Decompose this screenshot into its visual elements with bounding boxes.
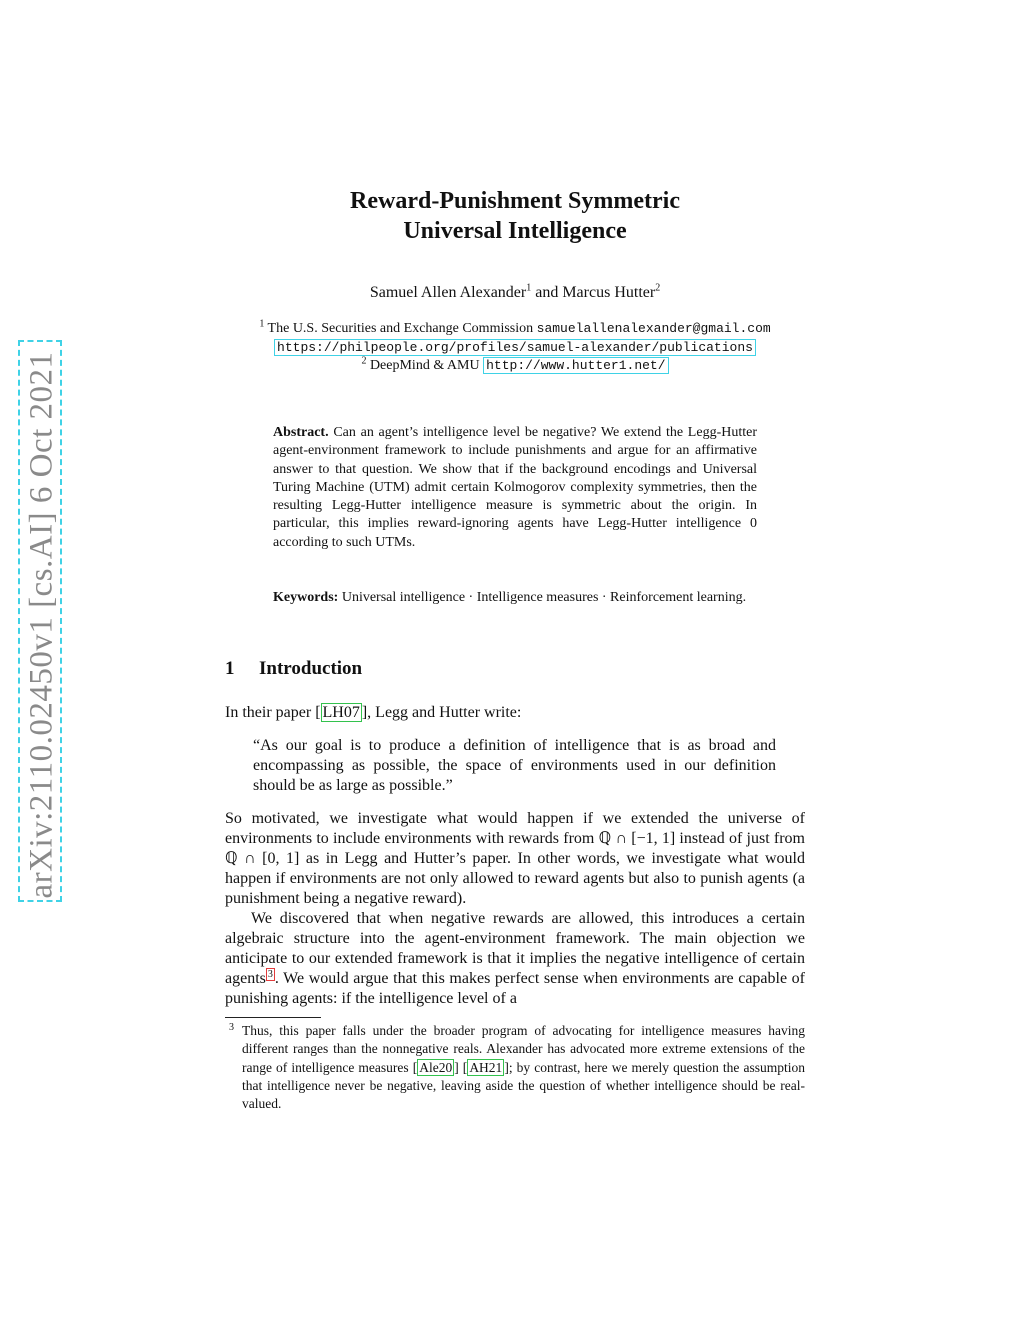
- arxiv-identifier[interactable]: arXiv:2110.02450v1 [cs.AI] 6 Oct 2021: [23, 351, 60, 899]
- footnote-rule: [225, 1017, 321, 1018]
- author-affiliation-mark: 2: [655, 282, 661, 294]
- citation-link[interactable]: AH21: [469, 1059, 503, 1075]
- author-name: Marcus Hutter: [562, 284, 656, 301]
- citation-link[interactable]: LH07: [322, 704, 360, 721]
- section-number: 1: [225, 658, 235, 679]
- title-line-1: Reward-Punishment Symmetric: [350, 188, 680, 214]
- affiliation-org: The U.S. Securities and Exchange Commission: [264, 321, 537, 336]
- paragraph: In their paper [ LH07 ], Legg and Hutter write:: [225, 704, 522, 721]
- section-heading: [225, 658, 362, 680]
- abstract-label: Abstract.: [273, 425, 329, 440]
- citation-link[interactable]: Ale20: [419, 1059, 453, 1075]
- author-email[interactable]: samuelallenalexander@gmail.com: [536, 321, 771, 336]
- paragraph: So motivated, we investigate what would happen if we extended the universe of environments to include environments with rewards from ℚ ∩ [−1, 1] instead of just from ℚ ∩ [0, 1] as in Legg and Hutter’s paper. In other words, we investigate what would happen if environments are not only allowed to reward agents but also to punish agents (a punishment being a negative reward).: [225, 810, 805, 907]
- paragraph-text: In their paper: [225, 704, 316, 721]
- homepage-link[interactable]: http://www.hutter1.net/: [483, 357, 668, 374]
- paragraph-text: We discovered that when negative rewards are allowed, this introduces a certain algebraic structure into the agent-environment framework. The main objection we anticipate to our extended framework is that it implies the negative intelligence of certain agents: [225, 910, 805, 987]
- keywords-label: Keywords:: [273, 590, 339, 605]
- footnote-link[interactable]: 3: [267, 968, 273, 980]
- paragraph: [225, 909, 805, 1009]
- author-affiliation-mark: 1: [526, 282, 532, 294]
- footnote: 3 Thus, this paper falls under the broader program of advocating for intelligence measures having different ranges than the nonnegative reals. Alexander has advocated more extreme extensions of the range of intelligence measures [ Ale20 ] [ AH21 ]; by contrast, here we merely question the assumption that intelligence never be negative, leaving aside the question of whether intelligence should be real-valued.: [225, 1022, 805, 1113]
- author-list: [215, 283, 815, 303]
- homepage-link[interactable]: https://philpeople.org/profiles/samuel-alexander/publications: [274, 339, 756, 356]
- keywords: [273, 589, 757, 607]
- keywords-text: Universal intelligence · Intelligence measures · Reinforcement learning.: [338, 590, 747, 605]
- affiliation-1: [215, 320, 815, 338]
- affiliation-1-url-line: [215, 339, 815, 357]
- footnote-mark: 3: [229, 1022, 234, 1033]
- section-title: Introduction: [259, 658, 363, 679]
- footnote-text: Thus, this paper falls under the broader program of advocating for intelligence measures having different ranges than the nonnegative reals. Alexander has advocated more extreme extensions of the range of intelligence measures: [242, 1023, 805, 1075]
- affiliation-mark: 1: [259, 318, 265, 330]
- paragraph-text: , Legg and Hutter write:: [367, 704, 522, 721]
- paper-title: [215, 186, 815, 246]
- affiliation-org: DeepMind & AMU: [366, 358, 484, 373]
- author-conjunction: and: [531, 284, 563, 301]
- title-line-2: Universal Intelligence: [403, 218, 627, 244]
- paragraph-text: . We would argue that this makes perfect sense when environments are capable of punishing agents: if the intelligence level of a: [225, 970, 805, 1007]
- affiliation-2: [215, 357, 815, 375]
- footnote-text: ; by contrast, here we merely question the assumption that intelligence never be negative, leaving aside the question of whether intelligence should be real-valued.: [242, 1059, 805, 1112]
- block-quote: “As our goal is to produce a definition of intelligence that is as broad and encompassing as possible, the space of environments used in our definition should be as large as possible.”: [253, 737, 776, 794]
- arxiv-stamp[interactable]: [18, 340, 62, 902]
- author-name: Samuel Allen Alexander: [369, 284, 527, 301]
- abstract: [273, 424, 757, 552]
- abstract-text: Can an agent’s intelligence level be negative? We extend the Legg-Hutter agent-environment framework to include punishments and argue for an affirmative answer to that question. We show that if the background encodings and Universal Turing Machine (UTM) admit certain Kolmogorov complexity symmetries, then the resulting Legg-Hutter intelligence measure is symmetric about the origin. In particular, this implies reward-ignoring agents have Legg-Hutter intelligence 0 according to such UTMs.: [273, 425, 757, 550]
- affiliation-mark: 2: [361, 355, 367, 367]
